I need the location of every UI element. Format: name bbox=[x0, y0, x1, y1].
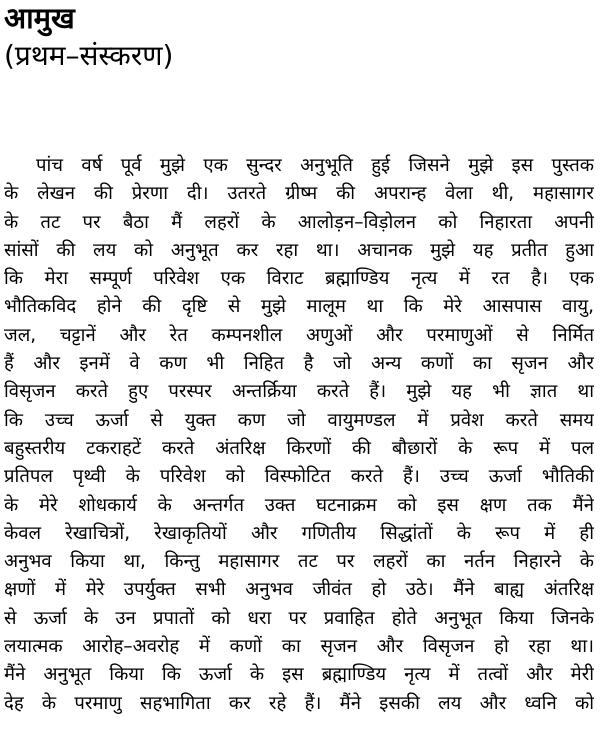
paragraph-line: केवल रेखाचित्रों, रेखाकृतियों और गणितीय सिद्धांतों के रूप में ही bbox=[4, 522, 594, 544]
page-title: आमुख bbox=[4, 1, 75, 35]
paragraph-line: प्रतिपल पृथ्वी के परिवेश को विस्फोटित करते हैं। उच्च ऊर्जा भौतिकी bbox=[4, 466, 594, 488]
paragraph-line: पांच वर्ष पूर्व मुझे एक सुन्दर अनुभूति हुई जिसने मुझे इस पुस्तक bbox=[36, 155, 594, 176]
paragraph-line: से ऊर्जा के उन प्रपातों को धरा पर प्रवाहित होते अनुभूत किया जिनके bbox=[4, 607, 594, 629]
paragraph-line: लयात्मक आरोह–अवरोह में कणों का सृजन और विसृजन हो रहा था। bbox=[4, 636, 594, 658]
page-subtitle: (प्रथम–संस्करण) bbox=[4, 39, 174, 72]
paragraph-line: के तट पर बैठा मैं लहरों के आलोड़न–विड़ोलन को निहारता अपनी bbox=[4, 211, 594, 233]
paragraph-line: जल, चट्टानें और रेत कम्पनशील अणुओं और परमाणुओं से निर्मित bbox=[4, 324, 594, 346]
paragraph-line: बहुस्तरीय टकराहटें करते अंतरिक्ष किरणों की बौछारों के रूप में पल bbox=[4, 437, 594, 459]
paragraph-line: देह के परमाणु सहभागिता कर रहे हैं। मैंने इसकी लय और ध्वनि को bbox=[4, 692, 594, 714]
paragraph-line: क्षणों में मेरे उपर्युक्त सभी अनुभव जीवंत हो उठे। मैंने बाह्य अंतरिक्ष bbox=[4, 579, 594, 601]
body-paragraph bbox=[4, 152, 594, 718]
paragraph-line: सांसों की लय को अनुभूत कर रहा था। अचानक मुझे यह प्रतीत हुआ bbox=[4, 239, 594, 261]
paragraph-line: भौतिकविद होने की दृष्टि से मुझे मालूम था कि मेरे आसपास वायु, bbox=[4, 296, 594, 318]
paragraph-line: के लेखन की प्रेरणा दी। उतरते ग्रीष्म की अपरान्ह वेला थी, महासागर bbox=[4, 183, 594, 205]
paragraph-line: कि उच्च ऊर्जा से युक्त कण जो वायुमण्डल में प्रवेश करते समय bbox=[4, 409, 594, 431]
paragraph-line: के मेरे शोधकार्य के अन्तर्गत उक्त घटनाक्रम को इस क्षण तक मैंने bbox=[4, 494, 594, 516]
paragraph-line: हैं और इनमें वे कण भी निहित है जो अन्य कणों का सृजन और bbox=[4, 353, 594, 375]
paragraph-line: विसृजन करते हुए परस्पर अन्तर्क्रिया करते हैं। मुझे यह भी ज्ञात था bbox=[4, 381, 594, 403]
paragraph-line: कि मेरा सम्पूर्ण परिवेश एक विराट ब्रह्माण्डिय नृत्य में रत है। एक bbox=[4, 268, 594, 290]
paragraph-line: मैंने अनुभूत किया कि ऊर्जा के इस ब्रह्माण्डिय नृत्य में तत्वों और मेरी bbox=[4, 664, 594, 686]
paragraph-line: अनुभव किया था, किन्तु महासागर तट पर लहरों का नर्तन निहारने के bbox=[4, 551, 594, 573]
